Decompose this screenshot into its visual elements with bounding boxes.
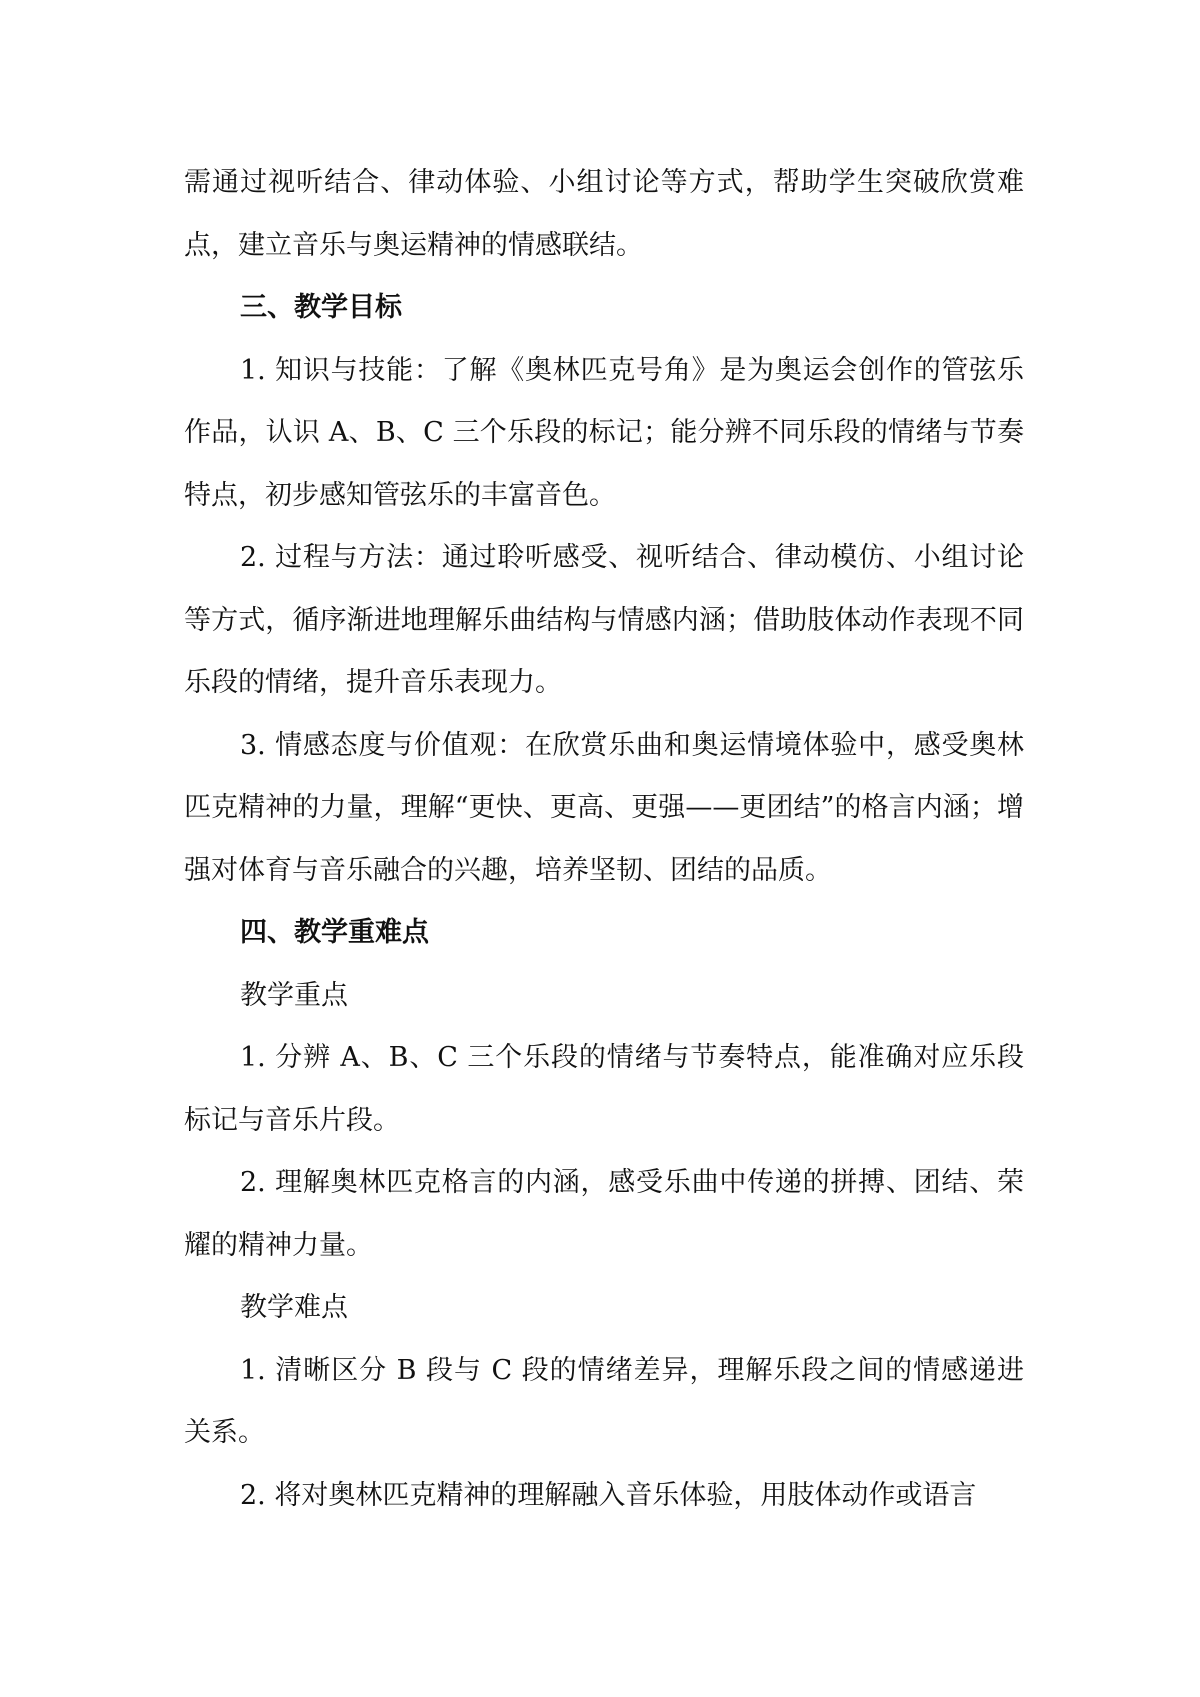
document-body (184, 152, 1024, 1527)
key-point-1: 1. 分辨 A、B、C 三个乐段的情绪与节奏特点，能准确对应乐段标记与音乐片段。 (184, 1042, 1024, 1136)
paragraph-continuation: 需通过视听结合、律动体验、小组讨论等方式，帮助学生突破欣赏难点，建立音乐与奥运精神的情感联结。 (184, 167, 1024, 261)
subheading-difficult-points: 教学难点 (240, 1292, 348, 1323)
key-point-2: 2. 理解奥林匹克格言的内涵，感受乐曲中传递的拼搏、团结、荣耀的精神力量。 (184, 1167, 1024, 1261)
subheading-key-points: 教学重点 (240, 979, 348, 1011)
goal-emotion-values: 3. 情感态度与价值观：在欣赏乐曲和奥运情境体验中，感受奥林匹克精神的力量，理解“更快、更高、更强——更团结”的格言内涵；增强对体育与音乐融合的兴趣，培养坚韧、团结的品质。 (184, 729, 1024, 886)
section-heading-key-difficult-points: 四、教学重难点 (240, 917, 429, 948)
difficult-point-1: 1. 清晰区分 B 段与 C 段的情绪差异，理解乐段之间的情感递进关系。 (184, 1354, 1024, 1448)
section-heading-teaching-goals: 三、教学目标 (240, 292, 402, 323)
difficult-point-2: 2. 将对奥林匹克精神的理解融入音乐体验，用肢体动作或语言 (240, 1479, 977, 1511)
goal-knowledge-skills: 1. 知识与技能：了解《奥林匹克号角》是为奥运会创作的管弦乐作品，认识 A、B、C 三个乐段的标记；能分辨不同乐段的情绪与节奏特点，初步感知管弦乐的丰富音色。 (184, 354, 1024, 511)
goal-process-methods: 2. 过程与方法：通过聆听感受、视听结合、律动模仿、小组讨论等方式，循序渐进地理解乐曲结构与情感内涵；借助肢体动作表现不同乐段的情绪，提升音乐表现力。 (184, 542, 1024, 698)
